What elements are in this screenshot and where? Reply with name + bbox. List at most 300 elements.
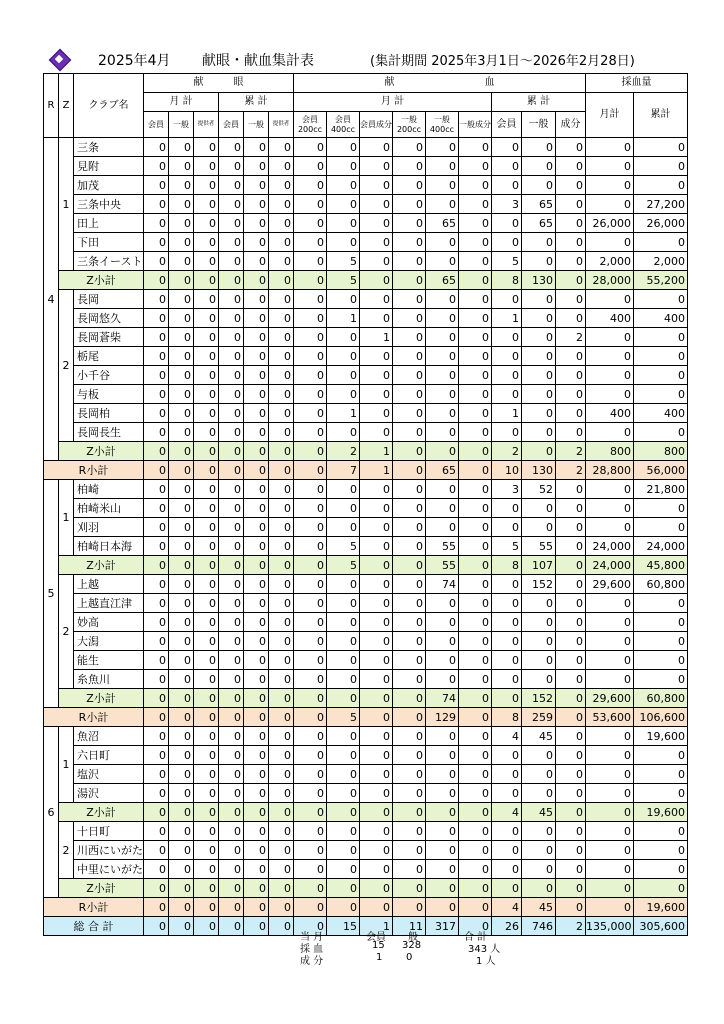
value-cell: 65 bbox=[426, 461, 459, 480]
value-cell: 0 bbox=[294, 632, 327, 651]
value-cell: 400 bbox=[634, 404, 688, 423]
value-cell: 0 bbox=[144, 138, 169, 157]
value-cell: 0 bbox=[586, 290, 634, 309]
value-cell: 0 bbox=[556, 195, 586, 214]
value-cell: 0 bbox=[219, 632, 244, 651]
value-cell: 0 bbox=[327, 366, 360, 385]
table-row bbox=[44, 195, 688, 214]
summary-row2-kaiin: 1 bbox=[376, 952, 383, 963]
value-cell: 0 bbox=[426, 328, 459, 347]
value-cell: 0 bbox=[327, 613, 360, 632]
value-cell: 65 bbox=[522, 214, 556, 233]
club-name: 大潟 bbox=[74, 632, 144, 651]
value-cell: 0 bbox=[459, 879, 492, 898]
club-name: 三条イースト bbox=[74, 252, 144, 271]
value-cell: 0 bbox=[219, 499, 244, 518]
value-cell: 0 bbox=[556, 366, 586, 385]
value-cell: 0 bbox=[169, 176, 194, 195]
value-cell: 0 bbox=[327, 499, 360, 518]
value-cell: 0 bbox=[393, 366, 426, 385]
col-s-cum: 累計 bbox=[634, 93, 688, 138]
value-cell: 29,600 bbox=[586, 575, 634, 594]
table-row bbox=[44, 670, 688, 689]
value-cell: 0 bbox=[144, 423, 169, 442]
value-cell: 0 bbox=[219, 214, 244, 233]
value-cell: 0 bbox=[459, 613, 492, 632]
value-cell: 0 bbox=[492, 860, 522, 879]
club-name: 六日町 bbox=[74, 746, 144, 765]
value-cell: 0 bbox=[327, 803, 360, 822]
value-cell: 0 bbox=[360, 727, 393, 746]
value-cell: 0 bbox=[219, 480, 244, 499]
value-cell: 0 bbox=[556, 879, 586, 898]
value-cell: 0 bbox=[459, 632, 492, 651]
club-name: 柏崎 bbox=[74, 480, 144, 499]
summary-header-month: 当 月 bbox=[300, 932, 324, 943]
value-cell: 0 bbox=[634, 670, 688, 689]
value-cell: 0 bbox=[144, 632, 169, 651]
value-cell: 0 bbox=[492, 157, 522, 176]
value-cell: 0 bbox=[556, 290, 586, 309]
value-cell: 0 bbox=[144, 214, 169, 233]
zone-number: 1 bbox=[59, 480, 74, 556]
value-cell: 0 bbox=[556, 233, 586, 252]
value-cell: 0 bbox=[269, 157, 294, 176]
value-cell: 0 bbox=[269, 404, 294, 423]
value-cell: 0 bbox=[219, 651, 244, 670]
table-row bbox=[44, 366, 688, 385]
value-cell: 0 bbox=[269, 879, 294, 898]
value-cell: 0 bbox=[634, 518, 688, 537]
zone-number: 2 bbox=[59, 822, 74, 879]
value-cell: 0 bbox=[426, 252, 459, 271]
value-cell: 0 bbox=[393, 841, 426, 860]
value-cell: 19,600 bbox=[634, 803, 688, 822]
table-row bbox=[44, 138, 688, 157]
value-cell: 0 bbox=[194, 708, 219, 727]
table-row bbox=[44, 575, 688, 594]
value-cell: 0 bbox=[169, 784, 194, 803]
value-cell: 0 bbox=[360, 575, 393, 594]
value-cell: 0 bbox=[459, 480, 492, 499]
value-cell: 2,000 bbox=[634, 252, 688, 271]
value-cell: 0 bbox=[144, 746, 169, 765]
value-cell: 55 bbox=[522, 537, 556, 556]
value-cell: 0 bbox=[360, 366, 393, 385]
zone-number: 2 bbox=[59, 290, 74, 442]
value-cell: 0 bbox=[360, 271, 393, 290]
value-cell: 0 bbox=[586, 347, 634, 366]
value-cell: 0 bbox=[294, 176, 327, 195]
value-cell: 0 bbox=[244, 499, 269, 518]
value-cell: 0 bbox=[360, 879, 393, 898]
value-cell: 0 bbox=[269, 765, 294, 784]
value-cell: 0 bbox=[459, 328, 492, 347]
value-cell: 0 bbox=[194, 670, 219, 689]
value-cell: 0 bbox=[327, 328, 360, 347]
value-cell: 0 bbox=[426, 879, 459, 898]
club-name: 見附 bbox=[74, 157, 144, 176]
table-row bbox=[44, 347, 688, 366]
value-cell: 0 bbox=[144, 575, 169, 594]
value-cell: 0 bbox=[219, 708, 244, 727]
value-cell: 0 bbox=[219, 404, 244, 423]
value-cell: 0 bbox=[294, 822, 327, 841]
value-cell: 0 bbox=[244, 727, 269, 746]
club-name: 栃尾 bbox=[74, 347, 144, 366]
value-cell: 0 bbox=[269, 689, 294, 708]
value-cell: 2 bbox=[327, 442, 360, 461]
value-cell: 0 bbox=[144, 822, 169, 841]
value-cell: 0 bbox=[459, 176, 492, 195]
value-cell: 26,000 bbox=[634, 214, 688, 233]
value-cell: 0 bbox=[144, 594, 169, 613]
value-cell: 0 bbox=[393, 613, 426, 632]
value-cell: 0 bbox=[634, 423, 688, 442]
value-cell: 0 bbox=[634, 784, 688, 803]
value-cell: 0 bbox=[556, 841, 586, 860]
value-cell: 0 bbox=[393, 480, 426, 499]
value-cell: 0 bbox=[219, 271, 244, 290]
value-cell: 0 bbox=[269, 632, 294, 651]
value-cell: 0 bbox=[269, 537, 294, 556]
value-cell: 0 bbox=[634, 328, 688, 347]
value-cell: 0 bbox=[219, 176, 244, 195]
value-cell: 0 bbox=[393, 594, 426, 613]
value-cell: 0 bbox=[194, 860, 219, 879]
value-cell: 0 bbox=[586, 765, 634, 784]
club-name: 長岡悠久 bbox=[74, 309, 144, 328]
value-cell: 0 bbox=[244, 214, 269, 233]
value-cell: 0 bbox=[586, 385, 634, 404]
value-cell: 0 bbox=[219, 803, 244, 822]
value-cell: 0 bbox=[169, 879, 194, 898]
col-group-kenketsu: 献 血 bbox=[294, 74, 586, 93]
value-cell: 0 bbox=[269, 841, 294, 860]
value-cell: 0 bbox=[459, 803, 492, 822]
value-cell: 0 bbox=[393, 727, 426, 746]
value-cell: 0 bbox=[556, 404, 586, 423]
summary-header-ippan: 一般 bbox=[398, 932, 418, 943]
value-cell: 0 bbox=[360, 499, 393, 518]
value-cell: 65 bbox=[522, 195, 556, 214]
table-row bbox=[44, 537, 688, 556]
value-cell: 0 bbox=[586, 594, 634, 613]
value-cell: 0 bbox=[360, 138, 393, 157]
value-cell: 0 bbox=[393, 271, 426, 290]
value-cell: 0 bbox=[194, 518, 219, 537]
value-cell: 0 bbox=[426, 651, 459, 670]
value-cell: 0 bbox=[327, 727, 360, 746]
value-cell: 0 bbox=[556, 822, 586, 841]
value-cell: 0 bbox=[194, 594, 219, 613]
value-cell: 0 bbox=[556, 537, 586, 556]
value-cell: 0 bbox=[459, 651, 492, 670]
value-cell: 0 bbox=[244, 917, 269, 936]
value-cell: 0 bbox=[360, 689, 393, 708]
value-cell: 0 bbox=[269, 917, 294, 936]
value-cell: 0 bbox=[269, 290, 294, 309]
value-cell: 0 bbox=[393, 252, 426, 271]
value-cell: 0 bbox=[244, 423, 269, 442]
value-cell: 0 bbox=[144, 347, 169, 366]
value-cell: 0 bbox=[194, 233, 219, 252]
value-cell: 0 bbox=[459, 860, 492, 879]
value-cell: 0 bbox=[244, 157, 269, 176]
value-cell: 0 bbox=[219, 727, 244, 746]
value-cell: 0 bbox=[294, 347, 327, 366]
value-cell: 0 bbox=[219, 461, 244, 480]
value-cell: 0 bbox=[556, 309, 586, 328]
value-cell: 0 bbox=[219, 822, 244, 841]
value-cell: 5 bbox=[492, 537, 522, 556]
value-cell: 0 bbox=[327, 898, 360, 917]
value-cell: 0 bbox=[244, 632, 269, 651]
value-cell: 0 bbox=[522, 518, 556, 537]
value-cell: 0 bbox=[393, 746, 426, 765]
value-cell: 0 bbox=[360, 708, 393, 727]
value-cell: 0 bbox=[169, 651, 194, 670]
value-cell: 28,800 bbox=[586, 461, 634, 480]
value-cell: 0 bbox=[219, 138, 244, 157]
table-row bbox=[44, 765, 688, 784]
value-cell: 0 bbox=[194, 138, 219, 157]
value-cell: 0 bbox=[426, 157, 459, 176]
value-cell: 0 bbox=[327, 860, 360, 879]
value-cell: 0 bbox=[327, 423, 360, 442]
value-cell: 0 bbox=[194, 575, 219, 594]
value-cell: 0 bbox=[194, 499, 219, 518]
value-cell: 0 bbox=[492, 499, 522, 518]
value-cell: 0 bbox=[144, 290, 169, 309]
value-cell: 0 bbox=[294, 461, 327, 480]
value-cell: 0 bbox=[492, 670, 522, 689]
value-cell: 0 bbox=[459, 366, 492, 385]
value-cell: 0 bbox=[360, 252, 393, 271]
value-cell: 0 bbox=[426, 765, 459, 784]
value-cell: 5 bbox=[327, 271, 360, 290]
value-cell: 0 bbox=[244, 347, 269, 366]
value-cell: 0 bbox=[194, 271, 219, 290]
value-cell: 0 bbox=[169, 385, 194, 404]
value-cell: 0 bbox=[327, 822, 360, 841]
value-cell: 10 bbox=[492, 461, 522, 480]
value-cell: 0 bbox=[459, 537, 492, 556]
value-cell: 0 bbox=[426, 727, 459, 746]
value-cell: 0 bbox=[144, 518, 169, 537]
value-cell: 0 bbox=[219, 328, 244, 347]
value-cell: 0 bbox=[492, 347, 522, 366]
value-cell: 0 bbox=[244, 651, 269, 670]
value-cell: 0 bbox=[586, 803, 634, 822]
value-cell: 0 bbox=[244, 575, 269, 594]
value-cell: 0 bbox=[269, 898, 294, 917]
zone-subtotal-row bbox=[44, 879, 688, 898]
value-cell: 0 bbox=[556, 632, 586, 651]
value-cell: 0 bbox=[393, 898, 426, 917]
col-group-saiketsu: 採血量 bbox=[586, 74, 688, 93]
value-cell: 4 bbox=[492, 898, 522, 917]
col-b-kaiin200: 会員200cc bbox=[294, 112, 327, 138]
value-cell: 0 bbox=[522, 594, 556, 613]
value-cell: 0 bbox=[634, 138, 688, 157]
value-cell: 0 bbox=[144, 461, 169, 480]
summary-row2-label: 成 分 bbox=[300, 956, 324, 967]
value-cell: 0 bbox=[269, 670, 294, 689]
col-b-ippan-seibun: 一般成分 bbox=[459, 112, 492, 138]
report-name: 献眼・献血集計表 bbox=[202, 53, 314, 69]
value-cell: 0 bbox=[426, 518, 459, 537]
table-row bbox=[44, 746, 688, 765]
value-cell: 24,000 bbox=[634, 537, 688, 556]
value-cell: 0 bbox=[194, 385, 219, 404]
value-cell: 8 bbox=[492, 271, 522, 290]
club-name: 妙高 bbox=[74, 613, 144, 632]
value-cell: 0 bbox=[244, 176, 269, 195]
value-cell: 0 bbox=[194, 347, 219, 366]
club-name: 長岡 bbox=[74, 290, 144, 309]
value-cell: 0 bbox=[327, 138, 360, 157]
value-cell: 0 bbox=[244, 233, 269, 252]
value-cell: 0 bbox=[144, 727, 169, 746]
value-cell: 0 bbox=[492, 233, 522, 252]
col-group-kengan: 献 眼 bbox=[144, 74, 294, 93]
value-cell: 0 bbox=[426, 670, 459, 689]
value-cell: 2 bbox=[556, 442, 586, 461]
value-cell: 0 bbox=[393, 556, 426, 575]
value-cell: 0 bbox=[169, 898, 194, 917]
value-cell: 0 bbox=[556, 214, 586, 233]
value-cell: 0 bbox=[492, 613, 522, 632]
value-cell: 0 bbox=[219, 366, 244, 385]
value-cell: 0 bbox=[144, 366, 169, 385]
value-cell: 0 bbox=[194, 689, 219, 708]
value-cell: 0 bbox=[294, 252, 327, 271]
value-cell: 0 bbox=[634, 746, 688, 765]
value-cell: 0 bbox=[244, 366, 269, 385]
value-cell: 0 bbox=[294, 404, 327, 423]
value-cell: 0 bbox=[327, 879, 360, 898]
value-cell: 0 bbox=[426, 366, 459, 385]
col-eye-monthly: 月 計 bbox=[144, 93, 219, 112]
value-cell: 0 bbox=[194, 613, 219, 632]
grand-total-label: 総 合 計 bbox=[44, 917, 144, 936]
table-row bbox=[44, 423, 688, 442]
table-row bbox=[44, 651, 688, 670]
club-name: 湯沢 bbox=[74, 784, 144, 803]
value-cell: 0 bbox=[294, 328, 327, 347]
value-cell: 0 bbox=[426, 898, 459, 917]
value-cell: 317 bbox=[426, 917, 459, 936]
value-cell: 400 bbox=[634, 309, 688, 328]
value-cell: 0 bbox=[556, 765, 586, 784]
value-cell: 0 bbox=[634, 347, 688, 366]
value-cell: 0 bbox=[327, 480, 360, 499]
value-cell: 0 bbox=[269, 366, 294, 385]
value-cell: 0 bbox=[360, 233, 393, 252]
value-cell: 0 bbox=[426, 404, 459, 423]
value-cell: 0 bbox=[393, 176, 426, 195]
value-cell: 0 bbox=[294, 138, 327, 157]
value-cell: 0 bbox=[522, 290, 556, 309]
value-cell: 0 bbox=[244, 765, 269, 784]
table-row bbox=[44, 328, 688, 347]
value-cell: 0 bbox=[294, 233, 327, 252]
summary-row1-kaiin: 15 bbox=[372, 940, 385, 951]
region-number: 5 bbox=[44, 480, 59, 708]
value-cell: 0 bbox=[586, 176, 634, 195]
value-cell: 26 bbox=[492, 917, 522, 936]
value-cell: 0 bbox=[556, 594, 586, 613]
value-cell: 0 bbox=[492, 518, 522, 537]
value-cell: 0 bbox=[360, 803, 393, 822]
value-cell: 0 bbox=[219, 879, 244, 898]
value-cell: 0 bbox=[556, 423, 586, 442]
value-cell: 0 bbox=[294, 157, 327, 176]
value-cell: 0 bbox=[219, 841, 244, 860]
value-cell: 0 bbox=[244, 784, 269, 803]
value-cell: 0 bbox=[522, 442, 556, 461]
value-cell: 2 bbox=[556, 328, 586, 347]
value-cell: 0 bbox=[360, 537, 393, 556]
value-cell: 0 bbox=[393, 461, 426, 480]
value-cell: 0 bbox=[294, 841, 327, 860]
value-cell: 0 bbox=[492, 176, 522, 195]
value-cell: 0 bbox=[459, 309, 492, 328]
value-cell: 0 bbox=[586, 157, 634, 176]
value-cell: 0 bbox=[492, 879, 522, 898]
value-cell: 0 bbox=[244, 556, 269, 575]
value-cell: 60,800 bbox=[634, 689, 688, 708]
value-cell: 0 bbox=[360, 613, 393, 632]
value-cell: 0 bbox=[327, 157, 360, 176]
value-cell: 0 bbox=[144, 841, 169, 860]
table-row bbox=[44, 480, 688, 499]
value-cell: 0 bbox=[269, 195, 294, 214]
club-name: 中里にいがた bbox=[74, 860, 144, 879]
summary-header-kaiin: 会員 bbox=[366, 932, 386, 943]
col-eye-m-teikyo: 提供者 bbox=[194, 112, 219, 138]
value-cell: 0 bbox=[294, 214, 327, 233]
club-name: 糸魚川 bbox=[74, 670, 144, 689]
value-cell: 0 bbox=[522, 784, 556, 803]
value-cell: 0 bbox=[360, 195, 393, 214]
value-cell: 305,600 bbox=[634, 917, 688, 936]
value-cell: 0 bbox=[522, 138, 556, 157]
value-cell: 0 bbox=[269, 708, 294, 727]
value-cell: 0 bbox=[269, 784, 294, 803]
value-cell: 0 bbox=[219, 309, 244, 328]
value-cell: 0 bbox=[219, 442, 244, 461]
value-cell: 0 bbox=[144, 404, 169, 423]
col-blood-monthly: 月 計 bbox=[294, 93, 492, 112]
col-b-kaiin-seibun: 会員成分 bbox=[360, 112, 393, 138]
value-cell: 0 bbox=[586, 784, 634, 803]
value-cell: 0 bbox=[219, 613, 244, 632]
value-cell: 152 bbox=[522, 689, 556, 708]
value-cell: 0 bbox=[360, 157, 393, 176]
value-cell: 0 bbox=[294, 480, 327, 499]
value-cell: 3 bbox=[492, 195, 522, 214]
value-cell: 0 bbox=[360, 518, 393, 537]
value-cell: 0 bbox=[556, 556, 586, 575]
value-cell: 0 bbox=[360, 651, 393, 670]
value-cell: 0 bbox=[144, 651, 169, 670]
value-cell: 1 bbox=[360, 461, 393, 480]
value-cell: 0 bbox=[169, 442, 194, 461]
value-cell: 0 bbox=[634, 860, 688, 879]
value-cell: 0 bbox=[634, 233, 688, 252]
